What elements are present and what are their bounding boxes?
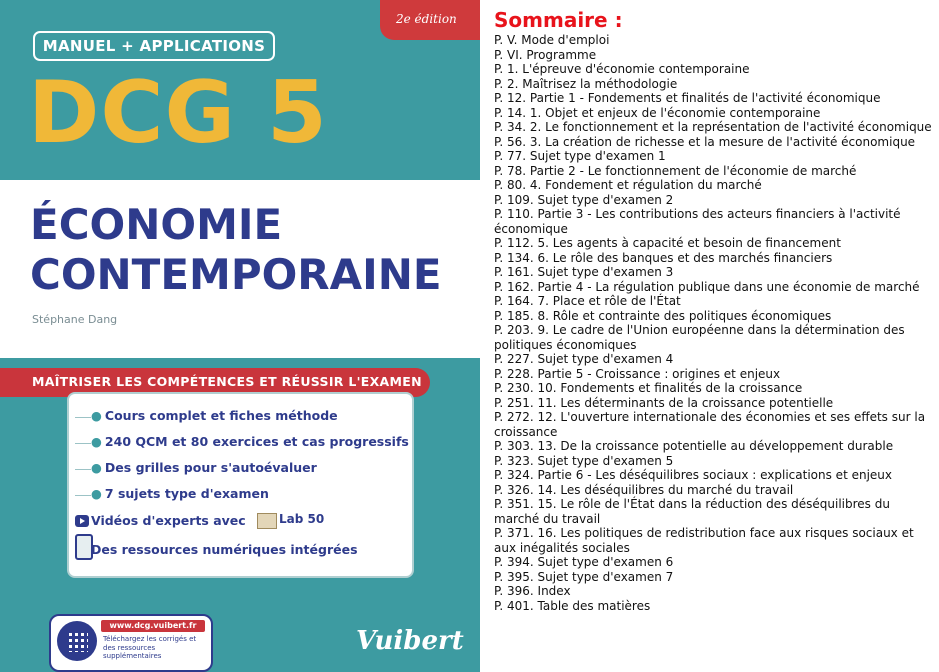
feature-connector — [75, 469, 91, 470]
table-of-contents — [494, 8, 934, 613]
series-label: MANUEL + APPLICATIONS — [42, 37, 266, 55]
bullet-icon: ● — [91, 486, 102, 501]
toc-item: P. 251. 11. Les déterminants de la croissance potentielle — [494, 395, 834, 410]
publisher-logo: Vuibert — [356, 626, 464, 656]
toc-item: P. V. Mode d'emploi — [494, 33, 610, 47]
toc-item: P. 1. L'épreuve d'économie contemporaine — [494, 62, 750, 76]
toc-item: P. 56. 3. La création de richesse et la mesure de l'activité économique — [494, 134, 916, 149]
book-title — [30, 200, 470, 300]
toc-item: P. 401. Table des matières — [494, 598, 651, 613]
toc-item: P. 323. Sujet type d'examen 5 — [494, 453, 674, 468]
toc-item: P. VI. Programme — [494, 47, 597, 62]
toc-item: P. 80. 4. Fondement et régulation du marché — [494, 178, 762, 192]
toc-title: Sommaire : — [494, 8, 623, 32]
lab-cube-icon — [257, 513, 277, 529]
toc-item: P. 228. Partie 5 - Croissance : origines et enjeux — [494, 366, 781, 381]
toc-item: P. 227. Sujet type d'examen 4 — [494, 352, 674, 366]
feature-item: ● Cours complet et fiches méthode — [91, 408, 338, 423]
toc-item: P. 395. Sujet type d'examen 7 — [494, 569, 674, 584]
series-box — [33, 31, 275, 61]
toc-item: P. 14. 1. Objet et enjeux de l'économie contemporaine — [494, 105, 821, 120]
toc-item: P. 134. 6. Le rôle des banques et des marchés financiers — [494, 250, 833, 265]
feature-item: Des ressources numériques intégrées — [91, 542, 358, 557]
book-title-line1: ÉCONOMIE — [30, 200, 283, 249]
toc-item: P. 78. Partie 2 - Le fonctionnement de l'économie de marché — [494, 163, 857, 178]
qr-code-icon — [57, 621, 97, 661]
feature-item: ● Des grilles pour s'autoévaluer — [91, 460, 317, 475]
book-title-line2: CONTEMPORAINE — [30, 250, 442, 299]
toc-item: P. 112. 5. Les agents à capacité et besoin de financement — [494, 236, 841, 250]
toc-item: P. 109. Sujet type d'examen 2 — [494, 192, 674, 207]
edition-label: 2e édition — [396, 12, 457, 26]
feature-connector — [75, 417, 91, 418]
feature-item: ● 7 sujets type d'examen — [91, 486, 269, 501]
toc-item: P. 371. 16. Les politiques de redistribution face aux risques sociaux et aux inégalités sociales — [494, 526, 914, 555]
toc-item: P. 230. 10. Fondements et finalités de la croissance — [494, 381, 803, 395]
toc-item: P. 77. Sujet type d'examen 1 — [494, 149, 666, 163]
toc-item: P. 2. Maîtrisez la méthodologie — [494, 76, 678, 91]
website-description: Téléchargez les corrigés et des ressources supplémentaires — [103, 635, 197, 660]
feature-connector — [75, 495, 91, 496]
bullet-icon: ● — [91, 460, 102, 475]
toc-item: P. 185. 8. Rôle et contrainte des politiques économiques — [494, 308, 832, 323]
lab-badge-label: Lab 50 — [279, 512, 325, 526]
toc-list — [494, 33, 934, 613]
video-play-icon — [75, 515, 89, 527]
bullet-icon: ● — [91, 408, 102, 423]
toc-item: P. 351. 15. Le rôle de l'État dans la réduction des déséquilibres du marché du travail — [494, 497, 890, 526]
bullet-icon: ● — [91, 434, 102, 449]
feature-item: Vidéos d'experts avec — [91, 513, 246, 528]
feature-item: ● 240 QCM et 80 exercices et cas progressifs — [91, 434, 409, 449]
toc-item: P. 164. 7. Place et rôle de l'État — [494, 294, 681, 308]
lab-badge — [257, 510, 331, 530]
toc-item: P. 326. 14. Les déséquilibres du marché du travail — [494, 482, 794, 497]
tagline-text: MAÎTRISER LES COMPÉTENCES ET RÉUSSIR L'EXAMEN — [32, 374, 422, 389]
feature-connector — [75, 443, 91, 444]
toc-item: P. 394. Sujet type d'examen 6 — [494, 555, 674, 569]
toc-item: P. 396. Index — [494, 584, 571, 598]
toc-item: P. 162. Partie 4 - La régulation publique dans une économie de marché — [494, 279, 920, 294]
website-url: www.dcg.vuibert.fr — [101, 620, 205, 632]
author-name: Stéphane Dang — [32, 313, 118, 326]
features-card — [67, 392, 414, 578]
toc-item: P. 34. 2. Le fonctionnement et la représentation de l'activité économique — [494, 120, 932, 134]
toc-item: P. 303. 13. De la croissance potentielle au développement durable — [494, 439, 894, 453]
course-code: DCG 5 — [28, 63, 328, 163]
website-box — [49, 614, 213, 672]
toc-item: P. 161. Sujet type d'examen 3 — [494, 265, 674, 279]
toc-item: P. 324. Partie 6 - Les déséquilibres sociaux : explications et enjeux — [494, 468, 892, 482]
toc-item: P. 110. Partie 3 - Les contributions des acteurs financiers à l'activité économique — [494, 207, 901, 236]
toc-item: P. 203. 9. Le cadre de l'Union européenne dans la détermination des politiques économiques — [494, 323, 905, 352]
toc-item: P. 12. Partie 1 - Fondements et finalités de l'activité économique — [494, 91, 881, 105]
toc-item: P. 272. 12. L'ouverture internationale des économies et ses effets sur la croissance — [494, 410, 926, 439]
